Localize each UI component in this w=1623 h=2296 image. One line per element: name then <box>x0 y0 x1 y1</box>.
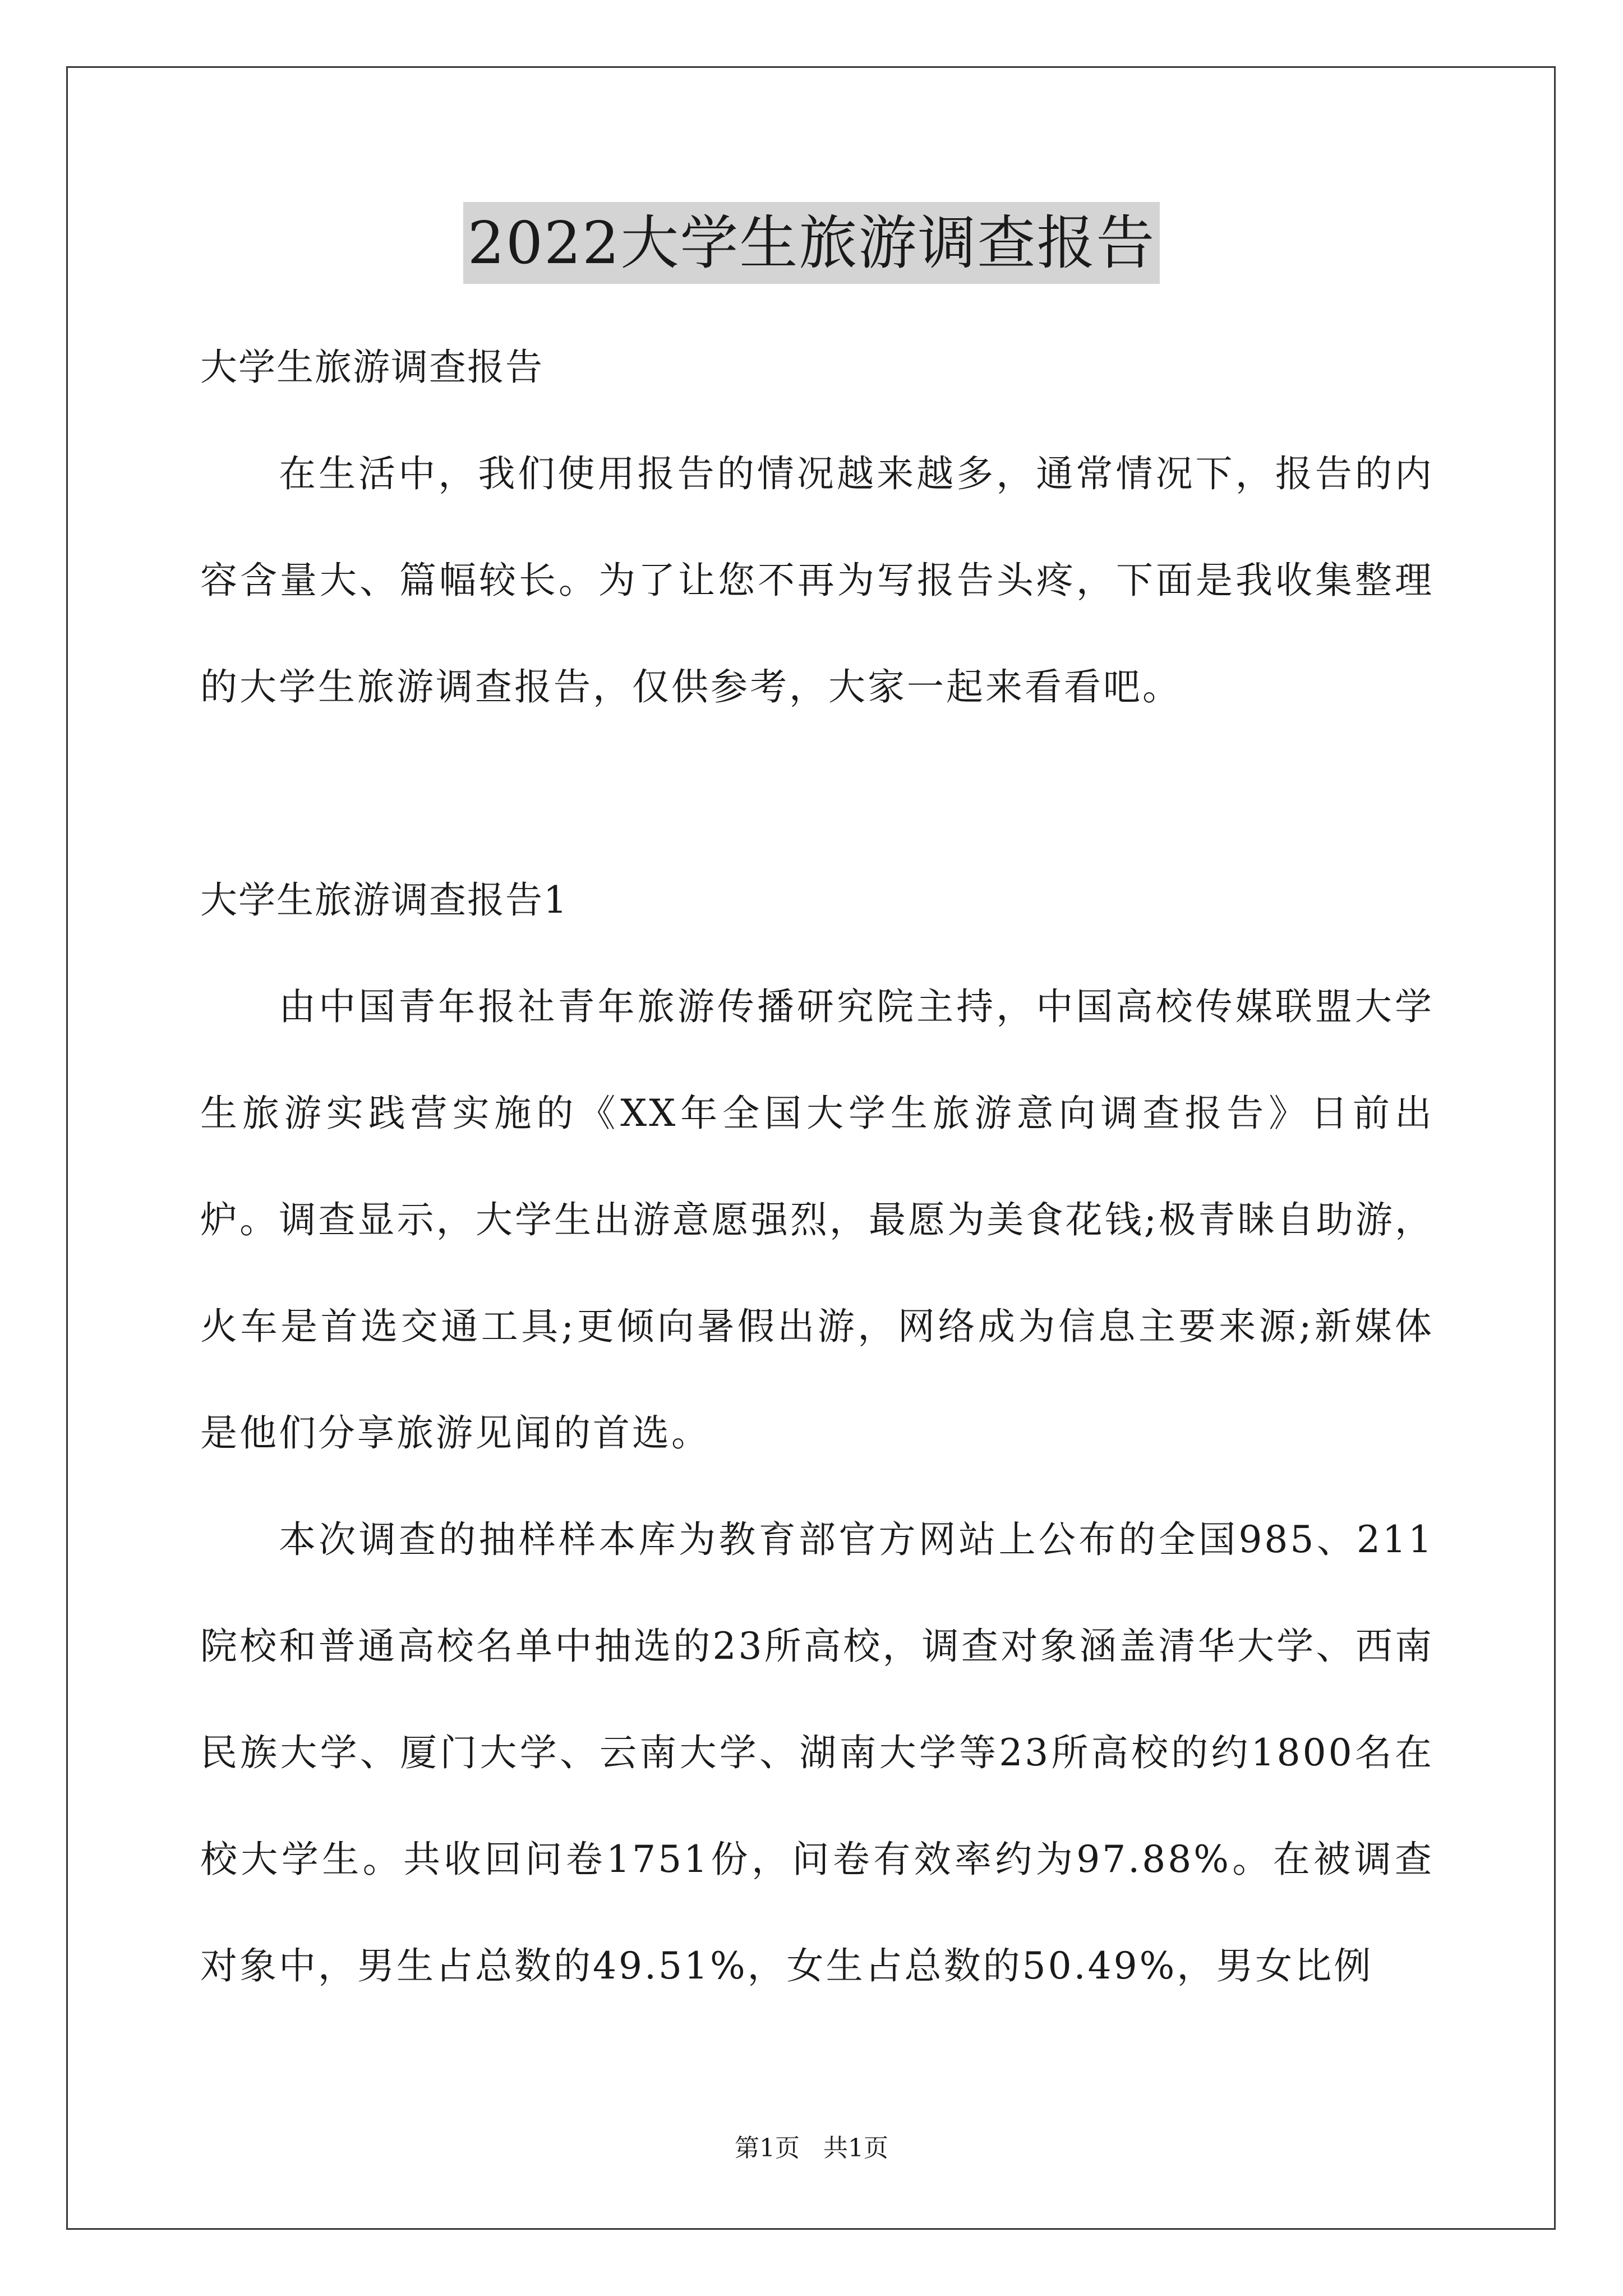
subheading-report-1: 大学生旅游调查报告1 <box>200 878 568 922</box>
intro-paragraph: 在生活中，我们使用报告的情况越来越多，通常情况下，报告的内容含量大、篇幅较长。为了让您不再为写报告头疼，下面是我收集整理的大学生旅游调查报告，仅供参考，大家一起来看看吧。 <box>200 452 1434 708</box>
document-title: 2022大学生旅游调查报告 <box>463 202 1160 284</box>
paragraph-2: 本次调查的抽样样本库为教育部官方网站上公布的全国985、211院校和普通高校名单中抽选的23所高校，调查对象涵盖清华大学、西南民族大学、厦门大学、云南大学、湖南大学等23所高校的约1800名在校大学生。共收回问卷1751份，问卷有效率约为97.88%。在被调查对象中，男生占总数的49.51%，女生占总数的50.49%，男女比例 <box>200 1518 1434 1987</box>
title-wrap <box>0 202 1623 284</box>
page-footer <box>0 2132 1623 2165</box>
subheading-report: 大学生旅游调查报告 <box>200 346 543 389</box>
page-number-total: 共1页 <box>823 2134 888 2162</box>
page-number-current: 第1页 <box>735 2134 800 2162</box>
document-body <box>200 314 1434 2019</box>
paragraph-1: 由中国青年报社青年旅游传播研究院主持，中国高校传媒联盟大学生旅游实践营实施的《XX年全国大学生旅游意向调查报告》日前出炉。调查显示，大学生出游意愿强烈，最愿为美食花钱;极青睐自助游，火车是首选交通工具;更倾向暑假出游，网络成为信息主要来源;新媒体是他们分享旅游见闻的首选。 <box>200 985 1434 1455</box>
